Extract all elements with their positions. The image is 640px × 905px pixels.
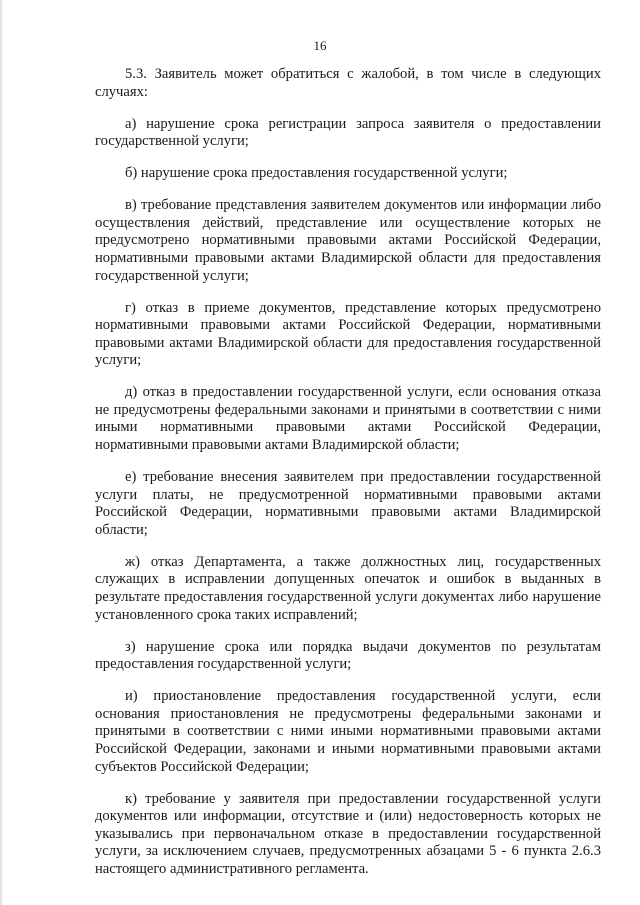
- paragraph-item-zh: ж) отказ Департамента, а также должностных лиц, государственных служащих в исправлении допущенных опечаток и ошибок в выданных в результате предоставления государственной услуги документах либо нарушение установленного срока таких исправлений;: [95, 553, 601, 623]
- paragraph-5-3: 5.3. Заявитель может обратиться с жалобой, в том числе в следующих случаях:: [95, 66, 601, 100]
- paragraph-item-e: е) требование внесения заявителем при предоставлении государственной услуги платы, не предусмотренной нормативными правовыми актами Российской Федерации, нормативными правовыми актами Владимирской области;: [95, 469, 601, 538]
- paragraph-item-g: г) отказ в приеме документов, представление которых предусмотрено нормативными правовыми актами Российской Федерации, нормативными правовыми актами Владимирской области для предоставления государственной услуги;: [95, 299, 601, 369]
- document-body: [95, 66, 601, 878]
- paragraph-item-k: к) требование у заявителя при предоставлении государственной услуги документов или информации, отсутствие и (или) недостоверность которых не указывались при первоначальном отказе в предоставлении государственной услуги, за исключением случаев, предусмотренных абзацами 5 - 6 пункта 2.6.3 настоящего административного регламента.: [95, 790, 601, 877]
- paragraph-item-i: и) приостановление предоставления государственной услуги, если основания приостановления не предусмотрены федеральными законами и принятыми в соответствии с ними иными нормативными правовыми актами Российской Федерации, законами и иными нормативными правовыми актами субъектов Российской Федерации;: [95, 688, 601, 775]
- paragraph-item-z: з) нарушение срока или порядка выдачи документов по результатам предоставления государственной услуги;: [95, 638, 601, 673]
- paragraph-item-d: д) отказ в предоставлении государственной услуги, если основания отказа не предусмотрены федеральными законами и принятыми в соответствии с ними иными нормативными правовыми актами Российской Федерации, нормативными правовыми актами Владимирской области;: [95, 384, 601, 454]
- page-number: 16: [313, 38, 327, 53]
- paragraph-item-a: а) нарушение срока регистрации запроса заявителя о предоставлении государственной услуги;: [95, 115, 601, 150]
- paragraph-item-b: б) нарушение срока предоставления государственной услуги;: [125, 165, 508, 182]
- scan-edge-shadow: [0, 0, 3, 905]
- paragraph-item-v: в) требование представления заявителем документов или информации либо осуществления действий, представление или осуществление которых не предусмотрено нормативными правовыми актами Российской Федерации, нормативными правовыми актами Владимирской области для предоставления государственной услуги;: [95, 197, 601, 284]
